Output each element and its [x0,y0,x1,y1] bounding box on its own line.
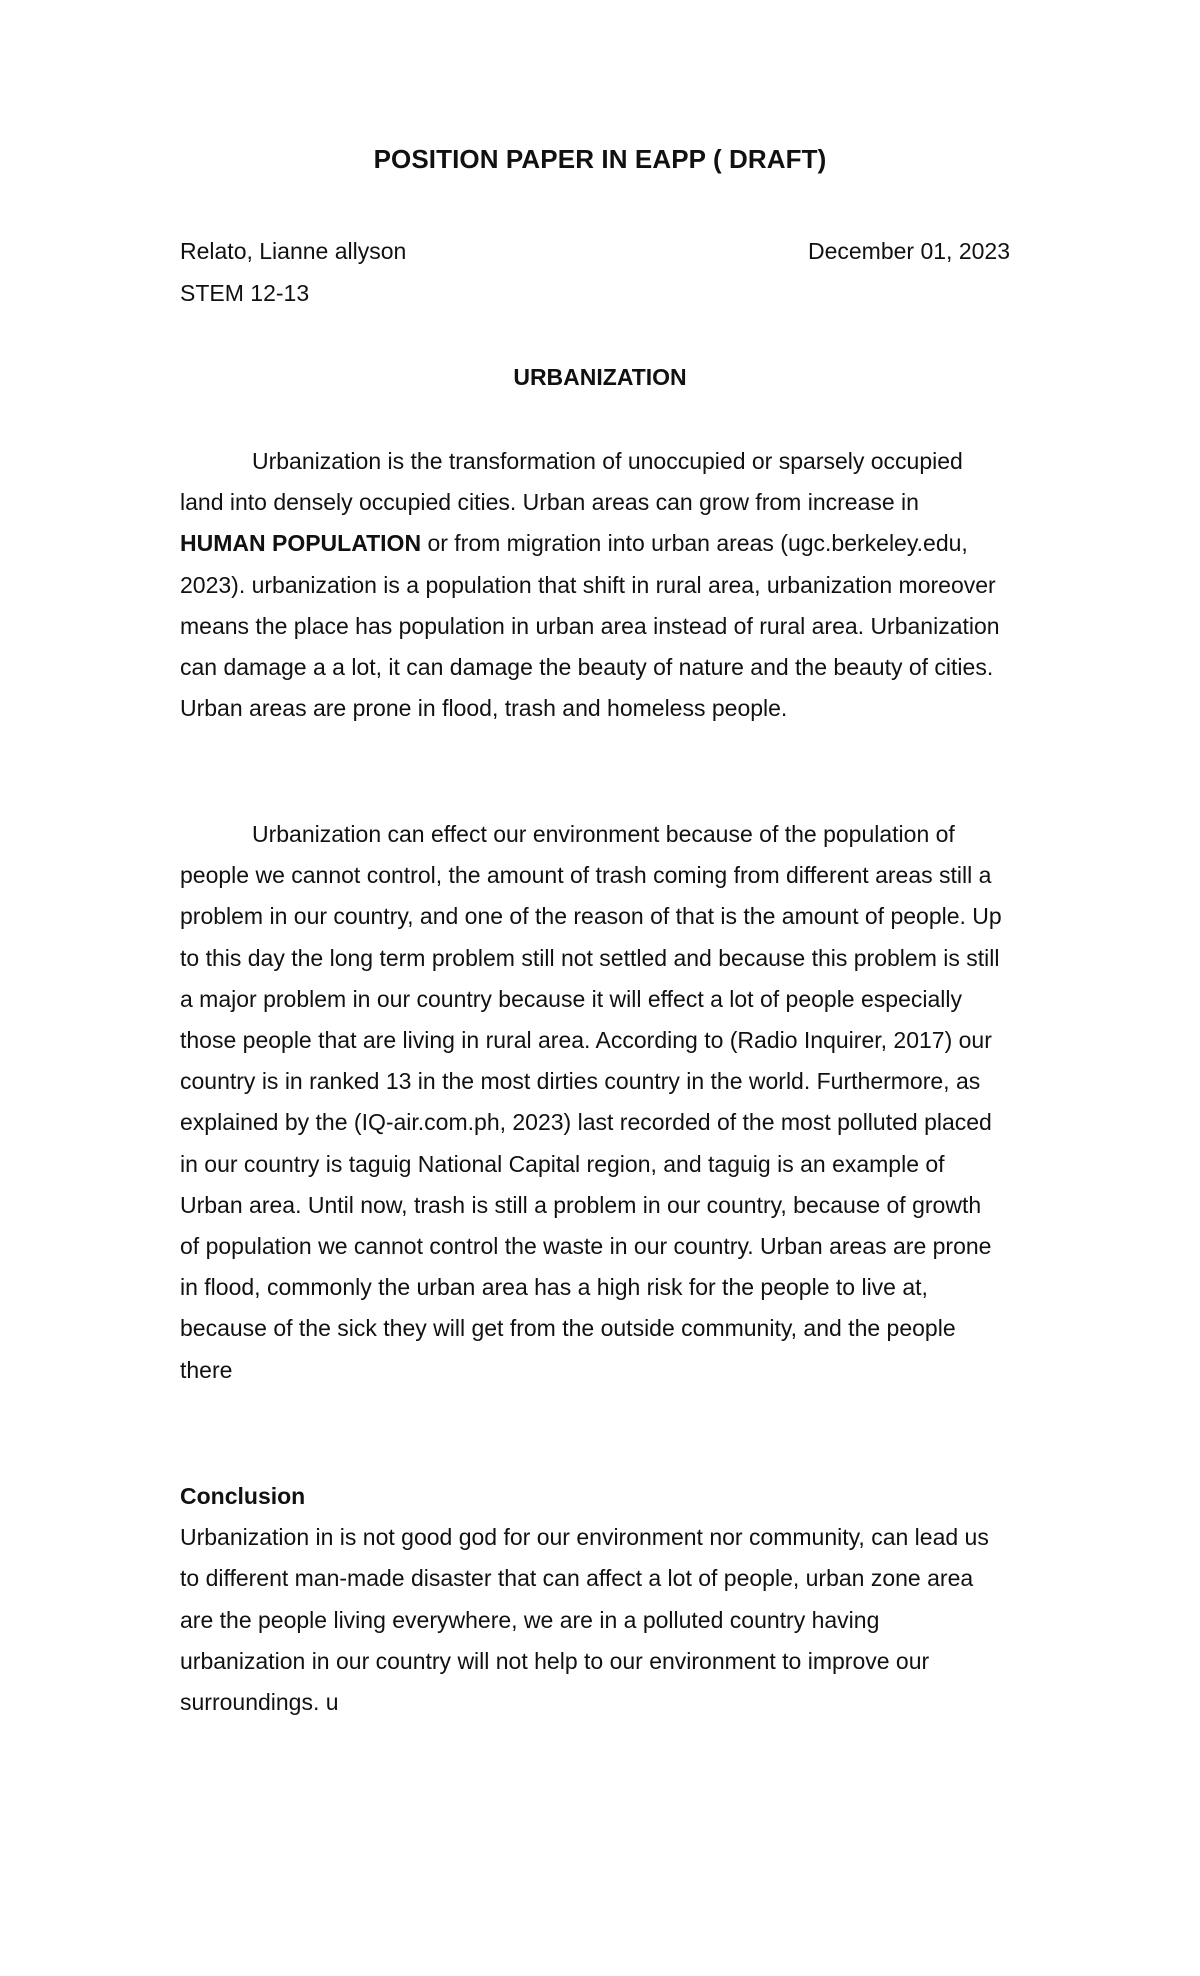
paragraph-line: because of the sick they will get from the outside community, and the people [180,1315,956,1342]
paragraph-line: to this day the long term problem still not settled and because this problem is still [180,944,1000,971]
paragraph-line: there [180,1356,233,1383]
paragraph-line: problem in our country, and one of the reason of that is the amount of people. Up [180,903,1002,930]
paragraph-line: 2023). urbanization is a population that shift in rural area, urbanization moreover [180,571,996,598]
paper-date: December 01, 2023 [807,238,1010,264]
paragraph-line: surroundings. u [180,1689,339,1716]
topic-heading: URBANIZATION [513,364,687,390]
paragraph-line: in our country is taguig National Capital region, and taguig is an example of [180,1150,945,1177]
paragraph-line: land into densely occupied cities. Urban areas can grow from increase in [180,489,919,516]
section-line [180,278,1010,308]
student-section: STEM 12-13 [180,280,310,306]
paragraph-line: Urban areas are prone in flood, trash and homeless people. [180,695,788,722]
paragraph-line: HUMAN POPULATION or from migration into urban areas (ugc.berkeley.edu, [180,530,968,557]
paragraph-line: those people that are living in rural area. According to (Radio Inquirer, 2017) our [180,1027,992,1054]
paragraph-line: can damage a a lot, it can damage the beauty of nature and the beauty of cities. [180,654,994,681]
paragraph-line: country is in ranked 13 in the most dirties country in the world. Furthermore, as [180,1068,981,1095]
paragraph-line: Urbanization is the transformation of unoccupied or sparsely occupied [252,448,963,474]
paragraph-line: people we cannot control, the amount of trash coming from different areas still a [180,862,992,889]
paragraph-line: are the people living everywhere, we are in a polluted country having [180,1606,880,1633]
conclusion-section [180,1476,1042,1723]
paragraph-line: to different man-made disaster that can affect a lot of people, urban zone area [180,1565,974,1592]
paragraph-introduction [180,441,1042,729]
paragraph-line: Urban area. Until now, trash is still a problem in our country, because of growth [180,1191,982,1218]
paragraph-line: Urbanization can effect our environment because of the population of [252,821,955,847]
paragraph-line: urbanization in our country will not help to our environment to improve our [180,1647,930,1674]
paper-title: POSITION PAPER IN EAPP ( DRAFT) [373,144,827,174]
author-date-line [180,236,1010,266]
paragraph-line: a major problem in our country because it will effect a lot of people especially [180,985,962,1012]
paragraph-line: of population we cannot control the waste in our country. Urban areas are prone [180,1233,992,1260]
author-name: Relato, Lianne allyson [180,238,407,264]
paragraph-line: in flood, commonly the urban area has a high risk for the people to live at, [180,1274,928,1301]
paragraph-line: explained by the (IQ-air.com.ph, 2023) last recorded of the most polluted placed [180,1109,992,1136]
paragraph-environment [180,814,1042,1391]
emphasis-human-population: HUMAN POPULATION [180,530,422,557]
paragraph-line: means the place has population in urban area instead of rural area. Urbanization [180,612,1000,639]
paragraph-line: Urbanization in is not good god for our environment nor community, can lead us [180,1524,989,1551]
conclusion-heading: Conclusion [180,1483,306,1509]
